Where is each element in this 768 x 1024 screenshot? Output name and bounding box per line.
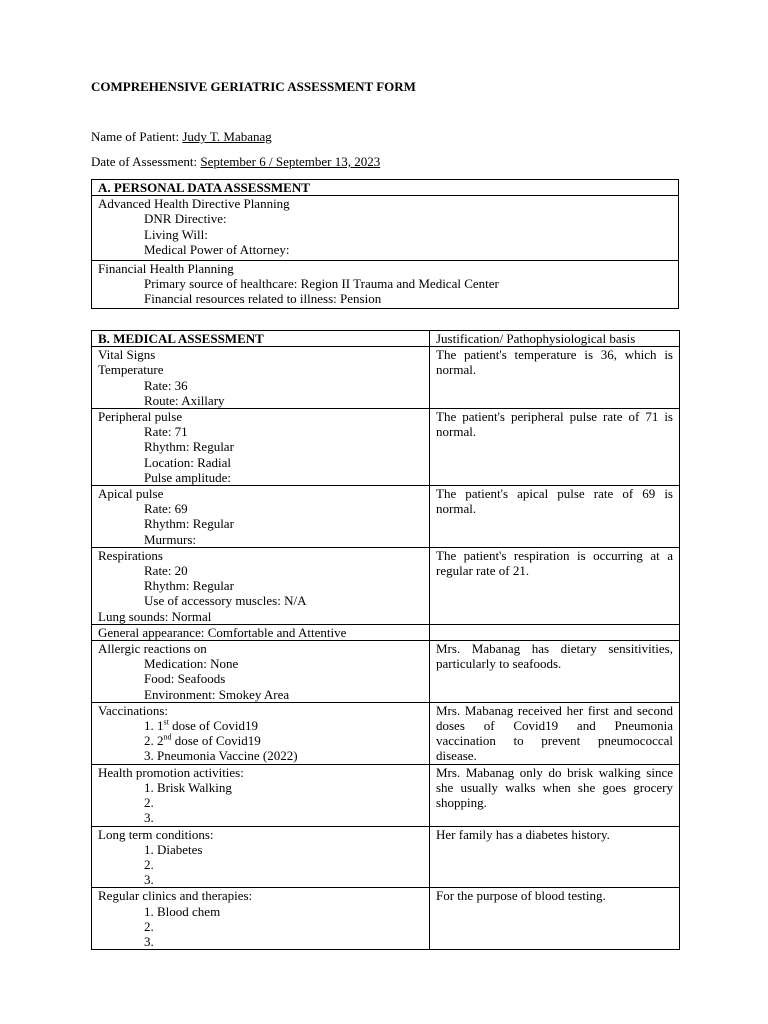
respirations-justification: The patient's respiration is occurring at a regular rate of 21. [430,547,680,624]
health-promotion-row [92,764,680,826]
living-will-field: Living Will: [144,226,208,242]
section-b-header-row [92,331,680,347]
medication-allergy: Medication: None [144,656,239,672]
long-term-conditions-heading: Long term conditions: [98,826,214,842]
section-a-heading: A. PERSONAL DATA ASSESSMENT [92,180,679,196]
general-appearance-justification [430,624,680,640]
clinics-therapies-row [92,888,680,950]
vaccination-item-2: 2. 2nd dose of Covid19 [144,732,261,749]
apical-pulse-row [92,486,680,548]
vaccinations-heading: Vaccinations: [98,702,169,718]
allergic-reactions-heading: Allergic reactions on [98,641,207,657]
peripheral-pulse-location: Location: Radial [144,454,232,470]
vital-signs-justification: The patient's temperature is 36, which is normal. [430,347,680,409]
assessment-date-label: Date of Assessment: [91,154,198,169]
health-promotion-item-3: 3. [144,810,154,826]
health-promotion-heading: Health promotion activities: [98,764,244,780]
assessment-date-value: September 6 / September 13, 2023 [200,154,381,169]
health-promotion-justification: Mrs. Mabanag only do brisk walking since she usually walks when she goes grocery shopping. [430,764,680,826]
environment-allergy: Environment: Smokey Area [144,686,290,702]
long-term-item-3: 3. [144,872,154,888]
clinics-therapies-justification: For the purpose of blood testing. [430,888,680,950]
financial-planning-heading: Financial Health Planning [98,261,234,277]
long-term-conditions-row [92,826,680,888]
form-title: COMPREHENSIVE GERIATRIC ASSESSMENT FORM [91,79,416,94]
long-term-item-1: 1. Diabetes [144,841,203,857]
peripheral-pulse-row [92,409,680,486]
health-promotion-item-1: 1. Brisk Walking [144,779,232,795]
vital-signs-row [92,347,680,409]
general-appearance-field: General appearance: Comfortable and Attentive [92,624,430,640]
vital-signs-heading: Vital Signs [98,347,156,363]
long-term-item-2: 2. [144,856,154,872]
general-appearance-row [92,624,680,640]
financial-planning-row [92,261,679,309]
financial-resources-field: Financial resources related to illness: Pension [144,291,382,307]
food-allergy: Food: Seafoods [144,671,226,687]
apical-pulse-justification: The patient's apical pulse rate of 69 is normal. [430,486,680,548]
allergic-reactions-row [92,641,680,703]
section-a-header-row [92,180,679,196]
respiration-rhythm: Rhythm: Regular [144,578,234,594]
temperature-route: Route: Axillary [144,392,225,408]
medical-assessment-table [91,330,680,950]
peripheral-pulse-rate: Rate: 71 [144,424,188,440]
vaccinations-justification: Mrs. Mabanag received her first and second doses of Covid19 and Pneumonia vaccination to prevent pneumococcal disease. [430,702,680,764]
health-promotion-item-2: 2. [144,795,154,811]
pulse-amplitude-field: Pulse amplitude: [144,469,232,485]
advance-directive-heading: Advanced Health Directive Planning [98,196,290,212]
medical-power-of-attorney-field: Medical Power of Attorney: [144,241,290,257]
temperature-rate: Rate: 36 [144,377,188,393]
clinics-item-2: 2. [144,918,154,934]
clinics-item-1: 1. Blood chem [144,903,221,919]
peripheral-pulse-justification: The patient's peripheral pulse rate of 71 is normal. [430,409,680,486]
peripheral-pulse-heading: Peripheral pulse [98,409,183,425]
vaccination-item-3: 3. Pneumonia Vaccine (2022) [144,748,298,764]
clinics-item-3: 3. [144,933,154,949]
clinics-therapies-heading: Regular clinics and therapies: [98,888,253,904]
temperature-label: Temperature [98,362,164,378]
section-b-heading: B. MEDICAL ASSESSMENT [92,331,430,347]
personal-data-table [91,179,679,309]
respiration-rate: Rate: 20 [144,563,188,579]
patient-name-value: Judy T. Mabanag [182,129,272,144]
assessment-date-line [91,154,380,169]
long-term-conditions-justification: Her family has a diabetes history. [430,826,680,888]
lung-sounds-field: Lung sounds: Normal [98,608,212,624]
vaccination-item-1: 1. 1st dose of Covid19 [144,717,259,734]
accessory-muscles-field: Use of accessory muscles: N/A [144,593,307,609]
respirations-heading: Respirations [98,547,163,563]
patient-name-line [91,129,272,144]
apical-pulse-heading: Apical pulse [98,486,164,502]
apical-pulse-rhythm: Rhythm: Regular [144,516,234,532]
advance-directive-row [92,196,679,261]
healthcare-source-field: Primary source of healthcare: Region II Trauma and Medical Center [144,276,499,292]
murmurs-field: Murmurs: [144,531,196,547]
respirations-row [92,547,680,624]
vaccinations-row [92,702,680,764]
justification-heading: Justification/ Pathophysiological basis [430,331,680,347]
dnr-directive-field: DNR Directive: [144,211,227,227]
patient-name-label: Name of Patient: [91,129,180,144]
peripheral-pulse-rhythm: Rhythm: Regular [144,439,234,455]
apical-pulse-rate: Rate: 69 [144,501,188,517]
allergic-reactions-justification: Mrs. Mabanag has dietary sensitivities, particularly to seafoods. [430,641,680,703]
